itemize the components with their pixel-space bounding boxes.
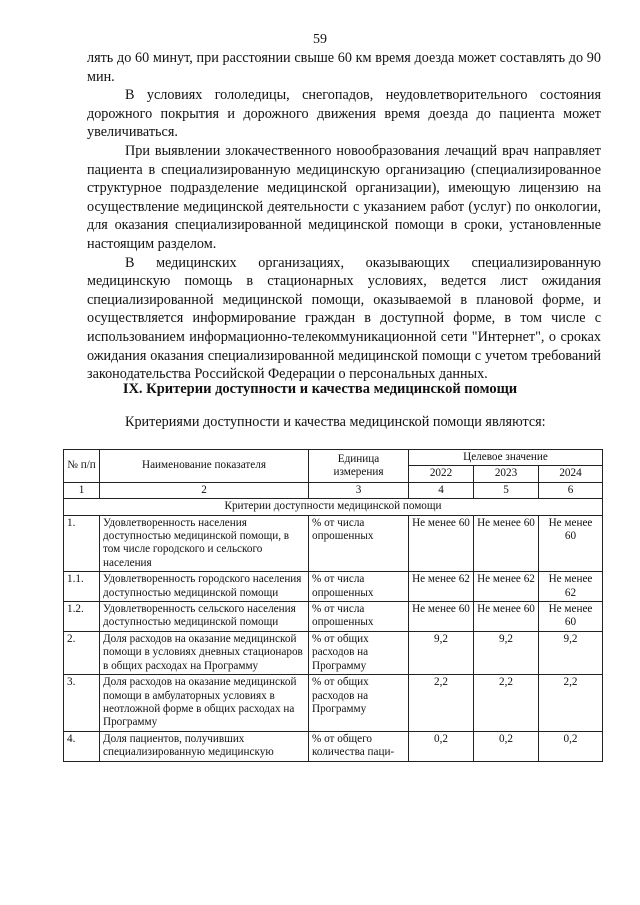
row-value-2022: 2,2: [409, 675, 474, 732]
table-row: [64, 631, 603, 674]
row-name: Удовлетворенность населения доступностью медицинской помощи, в том числе городского и сельского населения: [100, 515, 309, 572]
row-num: 4.: [64, 731, 100, 761]
header-year: 2022: [409, 466, 474, 482]
paragraph: В условиях гололедицы, снегопадов, неудовлетворительного состояния дорожного покрытия и дорожного движения время доезда до пациента может увеличиваться.: [87, 87, 601, 141]
row-num: 3.: [64, 675, 100, 732]
table-intro: Критериями доступности и качества медицинской помощи являются:: [125, 414, 546, 430]
header-name: Наименование показателя: [100, 450, 309, 483]
row-unit: % от числа опрошенных: [309, 515, 409, 572]
row-value-2023: Не менее 60: [474, 602, 539, 632]
row-value-2024: Не менее 62: [539, 572, 603, 602]
row-unit: % от общего количества паци-: [309, 731, 409, 761]
row-unit: % от числа опрошенных: [309, 572, 409, 602]
paragraph: В медицинских организациях, оказывающих специализированную медицинскую помощь в стационарных условиях, ведется лист ожидания специализированной медицинской помощи, оказываемой в плановой форме, и осуществляется информирование граждан в доступной форме, в том числе с использованием информационно-телекоммуникационной сети "Интернет", о сроках ожидания оказания специализированной медицинской помощи с учетом требований законодательства Российской Федерации о персональных данных.: [87, 254, 601, 383]
header-unit: Единица измерения: [309, 450, 409, 483]
criteria-table: [63, 449, 603, 762]
row-value-2024: Не менее 60: [539, 602, 603, 632]
row-value-2023: 2,2: [474, 675, 539, 732]
row-value-2022: Не менее 60: [409, 515, 474, 572]
page-number: 59: [313, 32, 327, 47]
section-label: Критерии доступности медицинской помощи: [64, 499, 603, 515]
table-row: [64, 602, 603, 632]
row-num: 1.1.: [64, 572, 100, 602]
paragraph: При выявлении злокачественного новообразования лечащий врач направляет пациента в специализированную медицинскую организацию (специализированное структурное подразделение медицинской организации), имеющую лицензию на осуществление медицинской деятельности с указанием работ (услуг) по онкологии, для оказания специализированной медицинской помощи в сроки, установленные настоящим разделом.: [87, 142, 601, 252]
table-row: [64, 515, 603, 572]
body-text: [87, 49, 601, 384]
col-number: 1: [64, 482, 100, 498]
table-header-row: [64, 450, 603, 466]
header-num: № п/п: [64, 450, 100, 483]
row-value-2023: Не менее 62: [474, 572, 539, 602]
table-row: [64, 675, 603, 732]
row-value-2022: 0,2: [409, 731, 474, 761]
row-name: Доля расходов на оказание медицинской помощи в условиях дневных стационаров в общих расходах на Программу: [100, 631, 309, 674]
header-year: 2023: [474, 466, 539, 482]
row-num: 1.: [64, 515, 100, 572]
col-number: 4: [409, 482, 474, 498]
row-value-2023: 9,2: [474, 631, 539, 674]
row-value-2022: 9,2: [409, 631, 474, 674]
row-value-2024: 9,2: [539, 631, 603, 674]
row-num: 1.2.: [64, 602, 100, 632]
row-unit: % от числа опрошенных: [309, 602, 409, 632]
row-value-2024: 2,2: [539, 675, 603, 732]
row-value-2023: 0,2: [474, 731, 539, 761]
row-value-2022: Не менее 60: [409, 602, 474, 632]
row-name: Удовлетворенность сельского населения доступностью медицинской помощи: [100, 602, 309, 632]
col-number: 6: [539, 482, 603, 498]
table-section-row: [64, 499, 603, 515]
col-number: 2: [100, 482, 309, 498]
row-value-2023: Не менее 60: [474, 515, 539, 572]
row-name: Удовлетворенность городского населения доступностью медицинской помощи: [100, 572, 309, 602]
section-title: IX. Критерии доступности и качества медицинской помощи: [122, 381, 518, 397]
header-target: Целевое значение: [409, 450, 603, 466]
row-name: Доля пациентов, получивших специализированную медицинскую: [100, 731, 309, 761]
row-unit: % от общих расходов на Программу: [309, 631, 409, 674]
col-number: 5: [474, 482, 539, 498]
column-number-row: [64, 482, 603, 498]
row-value-2024: Не менее 60: [539, 515, 603, 572]
row-value-2022: Не менее 62: [409, 572, 474, 602]
header-year: 2024: [539, 466, 603, 482]
row-name: Доля расходов на оказание медицинской помощи в амбулаторных условиях в неотложной форме в общих расходах на Программу: [100, 675, 309, 732]
row-unit: % от общих расходов на Программу: [309, 675, 409, 732]
row-num: 2.: [64, 631, 100, 674]
table-row: [64, 731, 603, 761]
col-number: 3: [309, 482, 409, 498]
row-value-2024: 0,2: [539, 731, 603, 761]
paragraph: лять до 60 минут, при расстоянии свыше 60 км время доезда может составлять до 90 мин.: [87, 50, 601, 85]
table-row: [64, 572, 603, 602]
